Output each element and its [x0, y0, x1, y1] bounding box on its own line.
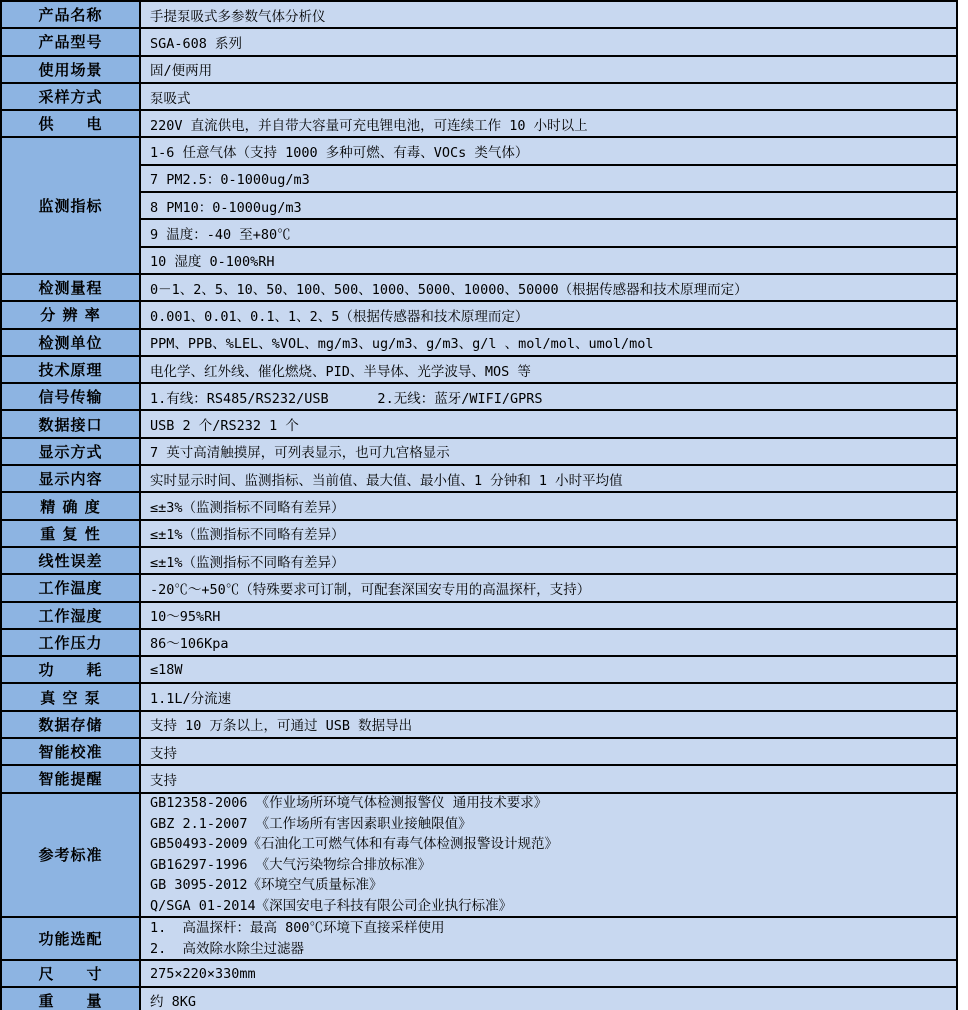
- row-product-model: [2, 29, 956, 56]
- spec-value: ≤±1%（监测指标不同略有差异）: [141, 521, 956, 546]
- spec-label: 采样方式: [2, 84, 141, 109]
- row-detection-units: [2, 330, 956, 357]
- monitoring-indicator-list: [141, 138, 956, 273]
- spec-label: 工作压力: [2, 630, 141, 655]
- row-vacuum-pump: [2, 684, 956, 711]
- spec-value: 220V 直流供电，并自带大容量可充电锂电池，可连续工作 10 小时以上: [141, 111, 956, 136]
- spec-value: 泵吸式: [141, 84, 956, 109]
- spec-label: 使用场景: [2, 57, 141, 82]
- row-product-name: [2, 2, 956, 29]
- row-technical-principle: [2, 357, 956, 384]
- spec-label: 信号传输: [2, 384, 141, 409]
- reference-standard-item: GB 3095-2012《环境空气质量标准》: [150, 877, 383, 894]
- spec-label: 功能选配: [2, 918, 141, 959]
- row-accuracy: [2, 493, 956, 520]
- spec-value: 0－1、2、5、10、50、100、500、1000、5000、10000、50000（根据传感器和技术原理而定）: [141, 275, 956, 300]
- spec-value: 支持 10 万条以上，可通过 USB 数据导出: [141, 712, 956, 737]
- monitoring-indicator-item: 7 PM2.5：0-1000ug/m3: [141, 166, 956, 193]
- spec-value: 10～95%RH: [141, 603, 956, 628]
- spec-value: 275×220×330mm: [141, 961, 956, 986]
- spec-label: 功 耗: [2, 657, 141, 682]
- row-working-pressure: [2, 630, 956, 657]
- row-smart-calibration: [2, 739, 956, 766]
- optional-features-list: [141, 918, 956, 959]
- optional-feature-item: 1. 高温探杆：最高 800℃环境下直接采样使用: [150, 919, 445, 936]
- spec-value: ≤18W: [141, 657, 956, 682]
- row-detection-range: [2, 275, 956, 302]
- spec-value: 7 英寸高清触摸屏，可列表显示，也可九宫格显示: [141, 439, 956, 464]
- row-power-consumption: [2, 657, 956, 684]
- spec-value: USB 2 个/RS232 1 个: [141, 411, 956, 436]
- spec-value: -20℃～+50℃（特殊要求可订制，可配套深国安专用的高温探杆，支持）: [141, 575, 956, 600]
- row-working-humidity: [2, 603, 956, 630]
- row-signal-transmission: [2, 384, 956, 411]
- row-display-content: [2, 466, 956, 493]
- spec-label: 尺 寸: [2, 961, 141, 986]
- spec-value: ≤±1%（监测指标不同略有差异）: [141, 548, 956, 573]
- row-resolution: [2, 302, 956, 329]
- spec-label: 显示方式: [2, 439, 141, 464]
- spec-value: ≤±3%（监测指标不同略有差异）: [141, 493, 956, 518]
- reference-standards-list: [141, 794, 956, 917]
- reference-standard-item: GB50493-2009《石油化工可燃气体和有毒气体检测报警设计规范》: [150, 836, 559, 853]
- monitoring-indicator-item: 9 温度：-40 至+80℃: [141, 220, 956, 247]
- spec-label: 重 量: [2, 988, 141, 1010]
- spec-label: 检测量程: [2, 275, 141, 300]
- spec-label: 产品名称: [2, 2, 141, 27]
- spec-value: PPM、PPB、%LEL、%VOL、mg/m3、ug/m3、g/m3、g/l 、mol/mol、umol/mol: [141, 330, 956, 355]
- row-sampling-method: [2, 84, 956, 111]
- spec-value: 约 8KG: [141, 988, 956, 1010]
- optional-feature-item: 2. 高效除水除尘过滤器: [150, 940, 305, 957]
- row-usage-scene: [2, 57, 956, 84]
- spec-value: 0.001、0.01、0.1、1、2、5（根据传感器和技术原理而定）: [141, 302, 956, 327]
- monitoring-indicator-item: 1-6 任意气体（支持 1000 多种可燃、有毒、VOCs 类气体）: [141, 138, 956, 165]
- spec-label: 真 空 泵: [2, 684, 141, 709]
- spec-value: 实时显示时间、监测指标、当前值、最大值、最小值、1 分钟和 1 小时平均值: [141, 466, 956, 491]
- spec-label: 智能提醒: [2, 766, 141, 791]
- spec-value: 手提泵吸式多参数气体分析仪: [141, 2, 956, 27]
- row-optional-features: [2, 918, 956, 961]
- spec-label: 工作温度: [2, 575, 141, 600]
- spec-label: 数据存储: [2, 712, 141, 737]
- spec-label: 分 辨 率: [2, 302, 141, 327]
- monitoring-indicator-item: 10 湿度 0-100%RH: [150, 254, 275, 271]
- row-linearity-error: [2, 548, 956, 575]
- spec-value: 1.有线：RS485/RS232/USB 2.无线：蓝牙/WIFI/GPRS: [141, 384, 956, 409]
- spec-label: 参考标准: [2, 794, 141, 917]
- spec-label: 精 确 度: [2, 493, 141, 518]
- spec-value: 支持: [141, 766, 956, 791]
- row-smart-reminder: [2, 766, 956, 793]
- reference-standard-item: GB12358-2006 《作业场所环境气体检测报警仪 通用技术要求》: [150, 795, 548, 812]
- row-data-storage: [2, 712, 956, 739]
- spec-value: SGA-608 系列: [141, 29, 956, 54]
- spec-label: 线性误差: [2, 548, 141, 573]
- spec-label: 产品型号: [2, 29, 141, 54]
- row-display-mode: [2, 439, 956, 466]
- spec-label: 数据接口: [2, 411, 141, 436]
- row-power-supply: [2, 111, 956, 138]
- spec-label: 重 复 性: [2, 521, 141, 546]
- row-dimensions: [2, 961, 956, 988]
- spec-label: 工作湿度: [2, 603, 141, 628]
- reference-standard-item: GB16297-1996 《大气污染物综合排放标准》: [150, 856, 432, 873]
- spec-label: 显示内容: [2, 466, 141, 491]
- spec-label: 检测单位: [2, 330, 141, 355]
- monitoring-indicator-item: 8 PM10：0-1000ug/m3: [141, 193, 956, 220]
- row-repeatability: [2, 521, 956, 548]
- row-reference-standards: [2, 794, 956, 919]
- spec-label: 供 电: [2, 111, 141, 136]
- spec-value: 1.1L/分流速: [141, 684, 956, 709]
- spec-value: 86～106Kpa: [141, 630, 956, 655]
- row-weight: [2, 988, 956, 1010]
- spec-label: 监测指标: [2, 138, 141, 273]
- spec-label: 技术原理: [2, 357, 141, 382]
- spec-value: 电化学、红外线、催化燃烧、PID、半导体、光学波导、MOS 等: [141, 357, 956, 382]
- row-data-interface: [2, 411, 956, 438]
- spec-value: 固/便两用: [141, 57, 956, 82]
- row-working-temperature: [2, 575, 956, 602]
- reference-standard-item: GBZ 2.1-2007 《工作场所有害因素职业接触限值》: [150, 815, 472, 832]
- spec-value: 支持: [141, 739, 956, 764]
- spec-label: 智能校准: [2, 739, 141, 764]
- reference-standard-item: Q/SGA 01-2014《深国安电子科技有限公司企业执行标准》: [150, 897, 513, 914]
- row-monitoring-indicators: [2, 138, 956, 275]
